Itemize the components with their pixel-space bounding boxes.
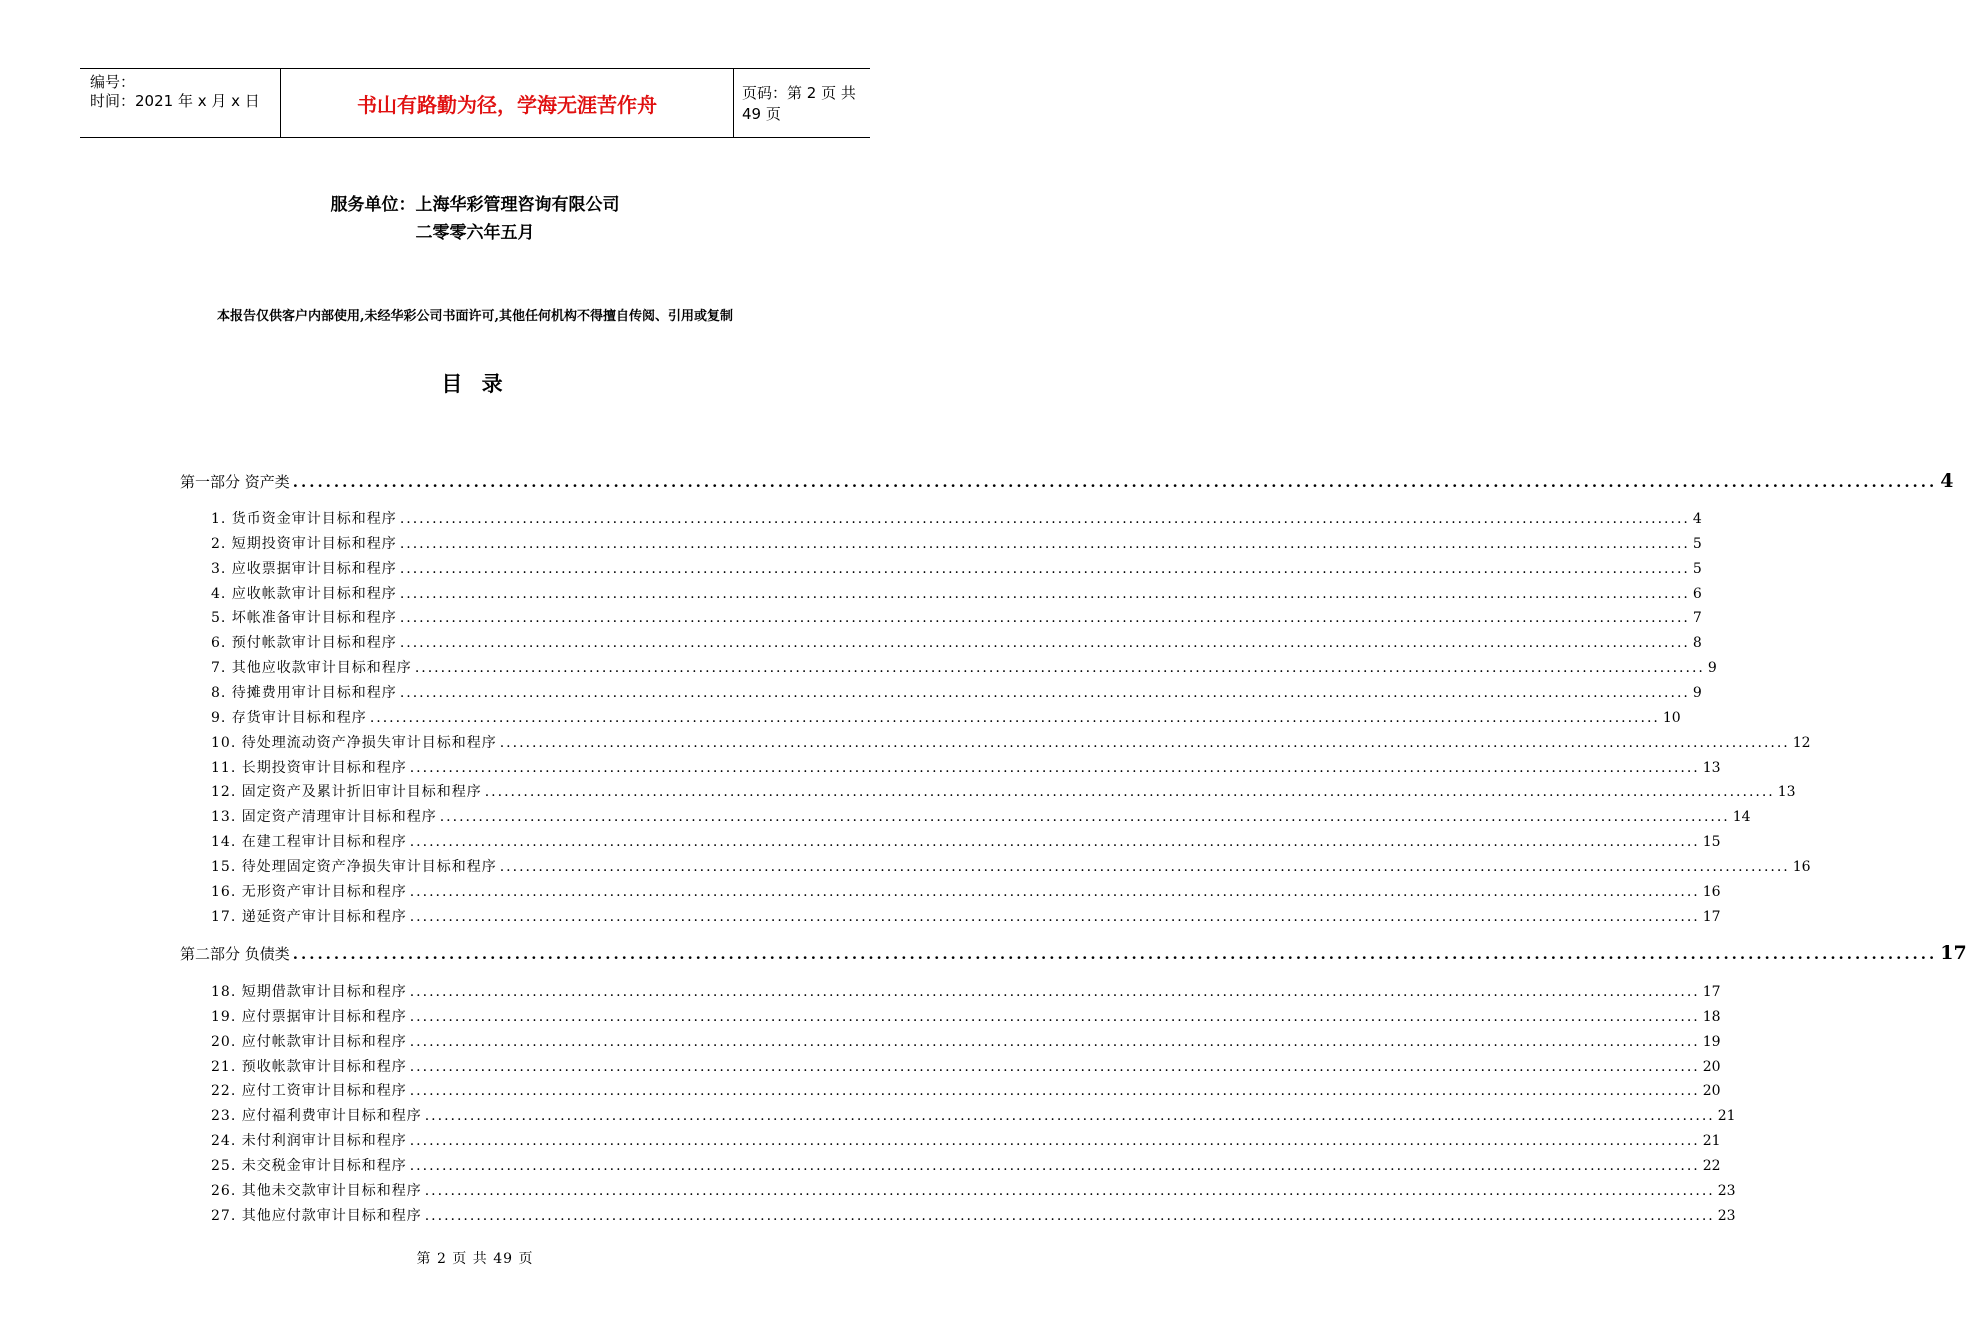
toc-item[interactable] <box>211 881 1721 901</box>
toc-item[interactable] <box>211 607 1702 627</box>
toc-entry-label: 22. 应付工资审计目标和程序 <box>211 1083 407 1100</box>
toc-item[interactable] <box>211 1056 1721 1076</box>
toc-entry-label: 9. 存货审计目标和程序 <box>211 709 367 726</box>
toc-leader-dots: ........................................................................................................................................................................................................ <box>292 473 1938 491</box>
toc-item[interactable] <box>211 1205 1736 1225</box>
toc-entry-page: 16 <box>1702 883 1721 900</box>
toc-entry-page: 13 <box>1777 784 1796 801</box>
toc-leader-dots: ........................................................................................................................................................................................................ <box>409 1058 1700 1075</box>
toc-item[interactable] <box>211 533 1702 553</box>
toc-entry-label: 26. 其他未交款审计目标和程序 <box>211 1182 422 1199</box>
toc-entry-page: 23 <box>1717 1207 1736 1224</box>
toc-entry-label: 3. 应收票据审计目标和程序 <box>211 560 397 577</box>
toc-entry-label: 4. 应收帐款审计目标和程序 <box>211 585 397 602</box>
toc-entry-page: 19 <box>1702 1033 1721 1050</box>
toc-entry-page: 17 <box>1940 942 1967 964</box>
toc-item[interactable] <box>211 781 1796 801</box>
toc-entry-page: 4 <box>1940 470 1954 492</box>
toc-item[interactable] <box>211 1080 1721 1100</box>
toc-item[interactable] <box>211 906 1721 926</box>
toc-leader-dots: ........................................................................................................................................................................................................ <box>409 984 1700 1000</box>
page-footer: 第 2 页 共 49 页 <box>416 1251 534 1267</box>
toc-leader-dots: ........................................................................................................................................................................................................ <box>409 1033 1700 1050</box>
toc-leader-dots: ........................................................................................................................................................................................................ <box>409 1008 1700 1025</box>
toc-leader-dots: ........................................................................................................................................................................................................ <box>399 585 1690 602</box>
toc-entry-label: 7. 其他应收款审计目标和程序 <box>211 660 412 677</box>
toc-entry-page: 23 <box>1717 1182 1736 1199</box>
toc-leader-dots: ........................................................................................................................................................................................................ <box>409 883 1700 900</box>
service-unit: 服务单位：上海华彩管理咨询有限公司 <box>330 195 620 215</box>
toc-entry-page: 21 <box>1702 1133 1721 1150</box>
toc-entry-page: 9 <box>1692 684 1702 701</box>
toc-leader-dots: ........................................................................................................................................................................................................ <box>399 560 1690 577</box>
toc-leader-dots: ........................................................................................................................................................................................................ <box>409 1133 1700 1150</box>
toc-item[interactable] <box>211 657 1717 677</box>
toc-leader-dots: ........................................................................................................................................................................................................ <box>484 784 1775 801</box>
confidentiality-notice: 本报告仅供客户内部使用,未经华彩公司书面许可,其他任何机构不得擅自传阅、引用或复制 <box>216 309 734 324</box>
toc-entry-page: 10 <box>1662 709 1681 726</box>
toc-entry-label: 6. 预付帐款审计目标和程序 <box>211 635 397 652</box>
toc-entry-page: 14 <box>1732 809 1751 826</box>
toc-entry-label: 11. 长期投资审计目标和程序 <box>211 759 407 776</box>
toc-leader-dots: ........................................................................................................................................................................................................ <box>439 809 1730 826</box>
toc-entry-label: 25. 未交税金审计目标和程序 <box>211 1157 407 1174</box>
toc-leader-dots: ........................................................................................................................................................................................................ <box>399 635 1690 652</box>
toc-item[interactable] <box>211 1105 1736 1125</box>
toc-leader-dots: ........................................................................................................................................................................................................ <box>424 1182 1715 1199</box>
toc-title: 目 录 <box>441 371 509 396</box>
toc-entry-page: 17 <box>1702 908 1721 925</box>
toc-entry-label: 5. 坏帐准备审计目标和程序 <box>211 610 397 627</box>
header-page-info: 页码：第 2 页 共 49 页 <box>742 84 856 123</box>
toc-leader-dots: ........................................................................................................................................................................................................ <box>369 709 1660 726</box>
toc-item[interactable] <box>211 1180 1736 1200</box>
toc-entry-page: 18 <box>1702 1008 1721 1025</box>
toc-leader-dots: ........................................................................................................................................................................................................ <box>424 1108 1715 1125</box>
toc-leader-dots: ........................................................................................................................................................................................................ <box>409 1083 1700 1100</box>
toc-item[interactable] <box>211 583 1702 603</box>
toc-leader-dots: ........................................................................................................................................................................................................ <box>399 610 1690 627</box>
toc-entry-page: 5 <box>1692 560 1702 577</box>
toc-entry-label: 12. 固定资产及累计折旧审计目标和程序 <box>211 784 482 801</box>
toc-leader-dots: ........................................................................................................................................................................................................ <box>409 834 1700 851</box>
toc-entry-label: 20. 应付帐款审计目标和程序 <box>211 1033 407 1050</box>
toc-entry-label: 16. 无形资产审计目标和程序 <box>211 883 407 900</box>
toc-entry-label: 19. 应付票据审计目标和程序 <box>211 1008 407 1025</box>
toc-entry-page: 8 <box>1692 635 1702 652</box>
toc-leader-dots: ........................................................................................................................................................................................................ <box>414 660 1705 677</box>
toc-entry-page: 22 <box>1702 1157 1721 1174</box>
toc-item[interactable] <box>211 1031 1721 1051</box>
toc-part-assets[interactable] <box>180 470 1954 492</box>
toc-entry-page: 20 <box>1702 1083 1721 1100</box>
report-date: 二零零六年五月 <box>415 223 535 243</box>
toc-entry-page: 20 <box>1702 1058 1721 1075</box>
toc-item[interactable] <box>211 856 1811 876</box>
toc-leader-dots: ........................................................................................................................................................................................................ <box>409 908 1700 925</box>
toc-item[interactable] <box>211 732 1811 752</box>
toc-item[interactable] <box>211 1006 1721 1026</box>
toc-entry-page: 6 <box>1692 585 1702 602</box>
motto: 书山有路勤为径，学海无涯苦作舟 <box>280 69 734 137</box>
toc-leader-dots: ........................................................................................................................................................................................................ <box>399 511 1690 527</box>
toc-item[interactable] <box>211 558 1702 578</box>
toc-item[interactable] <box>211 508 1702 528</box>
toc-item[interactable] <box>211 682 1702 702</box>
toc-item[interactable] <box>211 757 1721 777</box>
toc-item[interactable] <box>211 1130 1721 1150</box>
toc-entry-label: 第二部分 负债类 <box>180 945 290 963</box>
toc-leader-dots: ........................................................................................................................................................................................................ <box>399 535 1690 552</box>
toc-entry-label: 8. 待摊费用审计目标和程序 <box>211 684 397 701</box>
toc-entry-page: 16 <box>1792 858 1811 875</box>
toc-leader-dots: ........................................................................................................................................................................................................ <box>292 945 1938 963</box>
toc-entry-label: 2. 短期投资审计目标和程序 <box>211 535 397 552</box>
toc-entry-page: 5 <box>1692 535 1702 552</box>
toc-entry-label: 15. 待处理固定资产净损失审计目标和程序 <box>211 858 497 875</box>
code-label: 编号： <box>90 73 136 91</box>
toc-leader-dots: ........................................................................................................................................................................................................ <box>424 1207 1715 1224</box>
toc-entry-page: 12 <box>1792 734 1811 751</box>
toc-item[interactable] <box>211 707 1681 727</box>
toc-item[interactable] <box>211 831 1721 851</box>
toc-entry-page: 4 <box>1692 511 1702 527</box>
toc-item[interactable] <box>211 632 1702 652</box>
toc-entry-label: 23. 应付福利费审计目标和程序 <box>211 1108 422 1125</box>
toc-entry-label: 24. 未付利润审计目标和程序 <box>211 1133 407 1150</box>
toc-entry-label: 14. 在建工程审计目标和程序 <box>211 834 407 851</box>
toc-entry-label: 21. 预收帐款审计目标和程序 <box>211 1058 407 1075</box>
toc-entry-page: 7 <box>1692 610 1702 627</box>
toc-entry-label: 1. 货币资金审计目标和程序 <box>211 511 397 527</box>
toc-item[interactable] <box>211 806 1751 826</box>
toc-entry-label: 17. 递延资产审计目标和程序 <box>211 908 407 925</box>
toc-part-liabilities[interactable] <box>180 942 1967 964</box>
toc-leader-dots: ........................................................................................................................................................................................................ <box>399 684 1690 701</box>
toc-entry-label: 第一部分 资产类 <box>180 473 290 491</box>
toc-leader-dots: ........................................................................................................................................................................................................ <box>409 759 1700 776</box>
toc-entry-page: 17 <box>1702 984 1721 1000</box>
toc-entry-page: 9 <box>1707 660 1717 677</box>
toc-leader-dots: ........................................................................................................................................................................................................ <box>409 1157 1700 1174</box>
toc-leader-dots: ........................................................................................................................................................................................................ <box>499 858 1790 875</box>
toc-entry-page: 13 <box>1702 759 1721 776</box>
toc-leader-dots: ........................................................................................................................................................................................................ <box>499 734 1790 751</box>
toc-entry-label: 18. 短期借款审计目标和程序 <box>211 984 407 1000</box>
toc-item[interactable] <box>211 1155 1721 1175</box>
time-label: 时间：2021 年 x 月 x 日 <box>90 92 260 110</box>
toc-entry-label: 13. 固定资产清理审计目标和程序 <box>211 809 437 826</box>
toc-entry-label: 10. 待处理流动资产净损失审计目标和程序 <box>211 734 497 751</box>
toc-entry-label: 27. 其他应付款审计目标和程序 <box>211 1207 422 1224</box>
toc-entry-page: 15 <box>1702 834 1721 851</box>
toc-item[interactable] <box>211 981 1721 1001</box>
toc-entry-page: 21 <box>1717 1108 1736 1125</box>
